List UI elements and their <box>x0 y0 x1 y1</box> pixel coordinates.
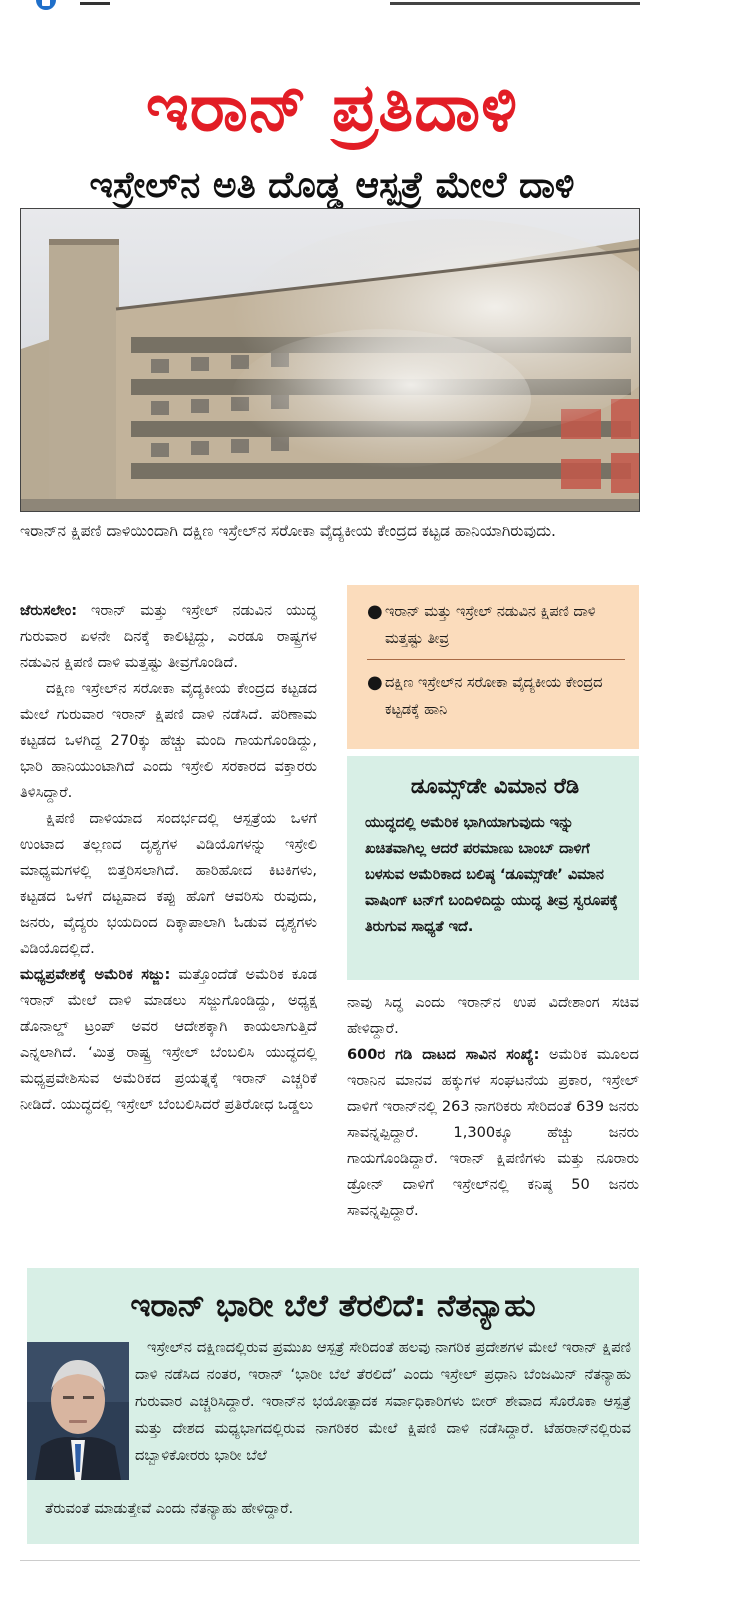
highlight-text: ಇರಾನ್ ಮತ್ತು ಇಸ್ರೇಲ್ ನಡುವಿನ ಕ್ಷಿಪಣಿ ದಾಳಿ ಮತ್ತಷ್ಟು ತೀವ್ರ <box>385 604 596 647</box>
dateline: ಜೆರುಸಲೇಂ: <box>20 602 78 619</box>
article-paragraph <box>20 962 317 1118</box>
highlight-text: ದಕ್ಷಿಣ ಇಸ್ರೇಲ್‌ನ ಸರೋಕಾ ವೈದ್ಯಕೀಯ ಕೇಂದ್ರದ ಕಟ್ಟಡಕ್ಕೆ ಹಾನಿ <box>385 675 603 718</box>
subheadline: ಇಸ್ರೇಲ್‌ನ ಅತಿ ದೊಡ್ಡ ಆಸ್ಪತ್ರೆ ಮೇಲೆ ದಾಳಿ <box>89 164 575 206</box>
bullet-icon: ● <box>367 672 383 693</box>
bottom-story-title: ಇರಾನ್ ಭಾರೀ ಬೆಲೆ ತೆರಲಿದೆ: ನೆತನ್ಯಾಹು <box>130 1288 536 1324</box>
netanyahu-portrait <box>27 1342 129 1480</box>
netanyahu-story-box <box>27 1268 639 1544</box>
person-portrait-illustration <box>27 1342 129 1480</box>
sidebox-body: ಯುದ್ಧದಲ್ಲಿ ಅಮೆರಿಕ ಭಾಗಿಯಾಗುವುದು ಇನ್ನು ಖಚಿತವಾಗಿಲ್ಲ ಆದರೆ ಪರಮಾಣು ಬಾಂಬ್ ದಾಳಿಗೆ ಬಳಸುವ ಅಮೆರಿಕಾದ ಬಲಿಷ್ಠ ‘ಡೂಮ್ಸ್‌ಡೇ’ ವಿಮಾನ ವಾಷಿಂಗ್ ಟನ್‌ಗೆ ಬಂದಿಳಿದಿದ್ದು ಯುದ್ಧ ತೀವ್ರ ಸ್ವರೂಪಕ್ಕೆ ತಿರುಗುವ ಸಾಧ್ಯತೆ ಇದೆ. <box>365 815 618 935</box>
article-paragraph: ದಕ್ಷಿಣ ಇಸ್ರೇಲ್‌ನ ಸರೋಕಾ ವೈದ್ಯಕೀಯ ಕೇಂದ್ರದ ಕಟ್ಟಡದ ಮೇಲೆ ಗುರುವಾರ ಇರಾನ್ ಕ್ಷಿಪಣಿ ದಾಳಿ ನಡೆಸಿದೆ. ಪರಿಣಾಮ ಕಟ್ಟಡದ ಒಳಗಿದ್ದ 270ಕ್ಕು ಹೆಚ್ಚು ಮಂದಿ ಗಾಯಗೊಂಡಿದ್ದು, ಭಾರಿ ಹಾನಿಯುಂಟಾಗಿದೆ ಎಂದು ಇಸ್ರೇಲಿ ಸರಕಾರದ ವಕ್ತಾರರು ತಿಳಿಸಿದ್ದಾರೆ. <box>20 680 317 801</box>
article-paragraph <box>20 598 317 676</box>
article-paragraph: ಕ್ಷಿಪಣಿ ದಾಳಿಯಾದ ಸಂದರ್ಭದಲ್ಲಿ ಆಸ್ಪತ್ರೆಯ ಒಳಗೆ ಉಂಟಾದ ತಲ್ಲಣದ ದೃಶ್ಯಗಳ ವಿಡಿಯೊಗಳನ್ನು ಇಸ್ರೇಲಿ ಮಾಧ್ಯಮಗಳಲ್ಲಿ ಬಿತ್ತರಿಸಲಾಗಿದೆ. ಹಾರಿಹೋದ ಕಿಟಕಿಗಳು, ಕಟ್ಟಡದ ಒಳಗೆ ದಟ್ಟವಾದ ಕಪ್ಪು ಹೊಗೆ ಆವರಿಸು ರುವುದು, ಜನರು, ವೈದ್ಯರು ಭಯದಿಂದ ದಿಕ್ಕಾಪಾಲಾಗಿ ಓಡುವ ದೃಶ್ಯಗಳು ವಿಡಿಯೊದಲ್ಲಿದೆ. <box>20 810 317 957</box>
sidebox-title: ಡೂಮ್ಸ್‌ಡೇ ವಿಮಾನ ರೆಡಿ <box>410 774 580 798</box>
doomsday-sidebox <box>347 756 639 980</box>
news-photo <box>20 208 640 512</box>
article-text: ಇರಾನ್ ಮತ್ತು ಇಸ್ರೇಲ್ ನಡುವಿನ ಯುದ್ಧ ಗುರುವಾರ ಏಳನೇ ದಿನಕ್ಕೆ ಕಾಲಿಟ್ಟಿದ್ದು, ಎರಡೂ ರಾಷ್ಟ್ರಗಳ ನಡುವಿನ ಕ್ಷಿಪಣಿ ದಾಳಿ ಮತ್ತಷ್ಟು ತೀವ್ರಗೊಂಡಿದೆ. <box>20 602 317 671</box>
photo-caption: ಇರಾನ್‌ನ ಕ್ಷಿಪಣಿ ದಾಳಿಯಿಂದಾಗಿ ದಕ್ಷಿಣ ಇಸ್ರೇಲ್‌ನ ಸರೋಕಾ ವೈದ್ಯಕೀಯ ಕೇಂದ್ರದ ಕಟ್ಟಡ ಹಾನಿಯಾಗಿರುವುದು. <box>20 522 556 540</box>
highlights-box <box>347 585 639 749</box>
article-paragraph: ನಾವು ಸಿದ್ಧ ಎಂದು ಇರಾನ್‌ನ ಉಪ ವಿದೇಶಾಂಗ ಸಚಿವ ಹೇಳಿದ್ದಾರೆ. <box>347 994 639 1037</box>
headline: ಇರಾನ್ ಪ್ರತಿದಾಳಿ <box>145 69 519 147</box>
top-strip-text-fragment <box>80 2 110 5</box>
subheading-death-toll: 600ರ ಗಡಿ ದಾಟದ ಸಾವಿನ ಸಂಖ್ಯೆ: <box>347 1046 540 1063</box>
bottom-story-tail: ತೆರುವಂತೆ ಮಾಡುತ್ತೇವೆ ಎಂದು ನೆತನ್ಯಾಹು ಹೇಳಿದ್ದಾರೆ. <box>45 1500 294 1517</box>
top-strip <box>0 0 741 10</box>
app-badge-icon[interactable] <box>36 0 56 10</box>
top-strip-text-fragment <box>390 2 640 5</box>
highlight-item <box>367 670 625 730</box>
article-paragraph <box>347 1042 639 1224</box>
subheading-us-intervention: ಮಧ್ಯಪ್ರವೇಶಕ್ಕೆ ಅಮೆರಿಕ ಸಜ್ಜು: <box>20 966 171 983</box>
highlight-item <box>367 599 625 660</box>
page-divider <box>20 1560 640 1561</box>
article-text: ಅಮೆರಿಕ ಮೂಲದ ಇರಾನಿನ ಮಾನವ ಹಕ್ಕುಗಳ ಸಂಘಟನೆಯ ಪ್ರಕಾರ, ಇಸ್ರೇಲ್ ದಾಳಿಗೆ ಇರಾನ್‌ನಲ್ಲಿ 263 ನಾಗರಿಕರು ಸೇರಿದಂತೆ 639 ಜನರು ಸಾವನ್ನಪ್ಪಿದ್ದಾರೆ. 1,300ಕ್ಕೂ ಹೆಚ್ಚು ಜನರು ಗಾಯಗೊಂಡಿದ್ದಾರೆ. ಇರಾನ್ ಕ್ಷಿಪಣಿಗಳು ಮತ್ತು ನೂರಾರು ಡ್ರೋನ್ ದಾಳಿಗೆ ಇಸ್ರೇಲ್‌ನಲ್ಲಿ ಕನಿಷ್ಠ 50 ಜನರು ಸಾವನ್ನಪ್ಪಿದ್ದಾರೆ. <box>347 1046 639 1219</box>
damaged-hospital-illustration <box>21 209 639 511</box>
article-text: ಮತ್ತೊಂದೆಡೆ ಅಮೆರಿಕ ಕೂಡ ಇರಾನ್ ಮೇಲೆ ದಾಳಿ ಮಾಡಲು ಸಜ್ಜುಗೊಂಡಿದ್ದು, ಅಧ್ಯಕ್ಷ ಡೊನಾಲ್ಡ್ ಟ್ರಂಪ್ ಅವರ ಆದೇಶಕ್ಕಾಗಿ ಕಾಯಲಾಗುತ್ತಿದೆ ಎನ್ನಲಾಗಿದೆ. ‘ಮಿತ್ರ ರಾಷ್ಟ್ರ ಇಸ್ರೇಲ್ ಬೆಂಬಲಿಸಿ ಯುದ್ಧದಲ್ಲಿ ಮಧ್ಯಪ್ರವೇಶಿಸುವ ಅಮೆರಿಕದ ಪ್ರಯತ್ನಕ್ಕೆ ಇರಾನ್ ಎಚ್ಚರಿಕೆ ನೀಡಿದೆ. ಯುದ್ಧದಲ್ಲಿ ಇಸ್ರೇಲ್ ಬೆಂಬಲಿಸಿದರೆ ಪ್ರತಿರೋಧ ಒಡ್ಡಲು <box>20 966 317 1113</box>
bullet-icon: ● <box>367 601 383 622</box>
article-column-left <box>20 598 317 1118</box>
bottom-story-body: ಇಸ್ರೇಲ್‌ನ ದಕ್ಷಿಣದಲ್ಲಿರುವ ಪ್ರಮುಖ ಆಸ್ಪತ್ರೆ ಸೇರಿದಂತೆ ಹಲವು ನಾಗರಿಕ ಪ್ರದೇಶಗಳ ಮೇಲೆ ಇರಾನ್ ಕ್ಷಿಪಣಿ ದಾಳಿ ನಡೆಸಿದ ನಂತರ, ಇರಾನ್ ‘ಭಾರೀ ಬೆಲೆ ತೆರಲಿದೆ’ ಎಂದು ಇಸ್ರೇಲ್ ಪ್ರಧಾನಿ ಬೆಂಜಮಿನ್ ನೆತನ್ಯಾಹು ಗುರುವಾರ ಎಚ್ಚರಿಸಿದ್ದಾರೆ. ಇರಾನ್‌ನ ಭಯೋತ್ಪಾದಕ ಸರ್ವಾಧಿಕಾರಿಗಳು ಬೀರ್ ಶೇವಾದ ಸೊರೊಕಾ ಆಸ್ಪತ್ರೆ ಮತ್ತು ದೇಶದ ಮಧ್ಯಭಾಗದಲ್ಲಿರುವ ನಾಗರಿಕರ ಮೇಲೆ ಕ್ಷಿಪಣಿ ದಾಳಿ ನಡೆಸಿದ್ದಾರೆ. ಟೆಹರಾನ್‌ನಲ್ಲಿರುವ ದಬ್ಬಾಳಿಕೋರರು ಭಾರೀ ಬೆಲೆ <box>135 1339 631 1464</box>
article-column-right <box>347 990 639 1224</box>
